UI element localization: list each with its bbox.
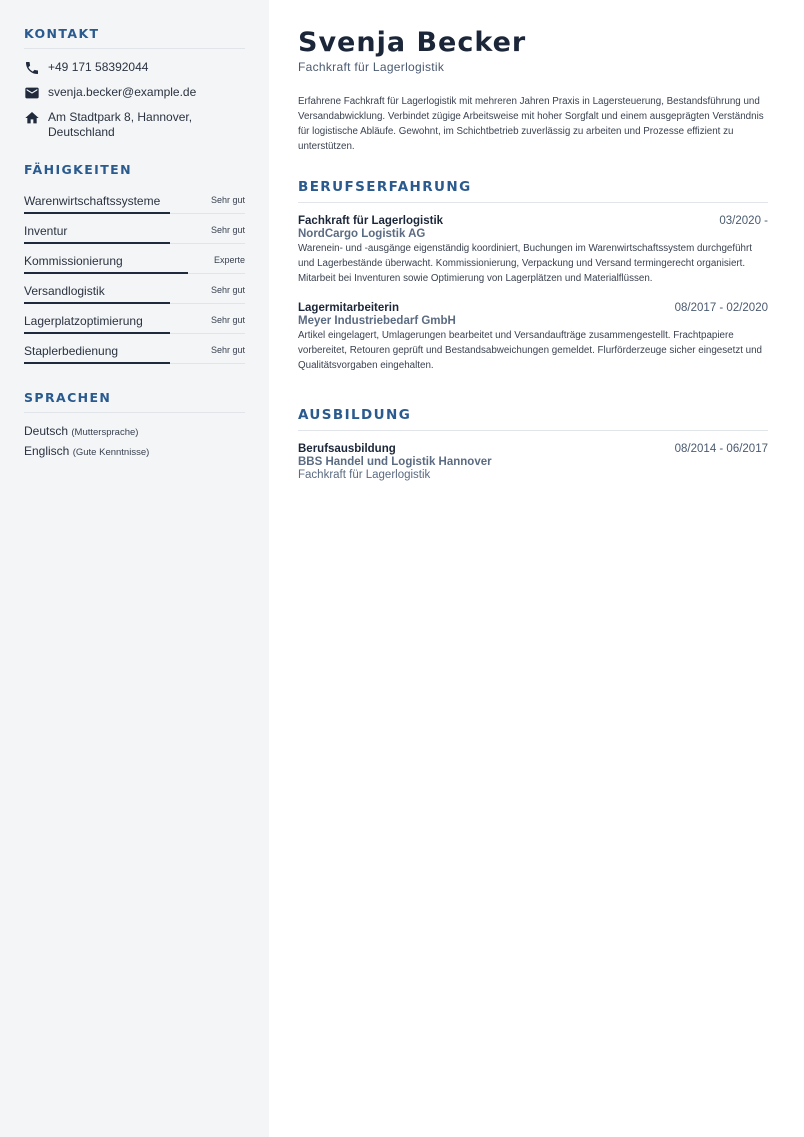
phone-icon <box>24 60 40 76</box>
language-name: Englisch <box>24 444 70 458</box>
skills-list <box>24 184 245 364</box>
envelope-icon <box>24 85 40 101</box>
experience-heading: BERUFSERFAHRUNG <box>298 179 768 203</box>
entry-date: 03/2020 - <box>719 215 768 227</box>
skill-item <box>24 214 245 244</box>
experience-entry <box>298 302 768 373</box>
skill-name: Warenwirtschaftssysteme <box>24 194 161 208</box>
address-text: Am Stadtpark 8, Hannover, Deutschland <box>48 110 193 139</box>
skill-name: Versandlogistik <box>24 284 105 298</box>
skill-name: Staplerbedienung <box>24 344 119 358</box>
person-name: Svenja Becker <box>298 27 527 58</box>
languages-section <box>24 390 245 458</box>
entry-date: 08/2014 - 06/2017 <box>674 443 768 455</box>
entry-subtitle: Fachkraft für Lagerlogistik <box>298 469 431 481</box>
skill-level: Sehr gut <box>210 225 245 235</box>
skill-item <box>24 304 245 334</box>
contact-heading: KONTAKT <box>24 26 245 49</box>
skills-heading: FÄHIGKEITEN <box>24 162 132 177</box>
skill-name: Inventur <box>24 224 68 238</box>
summary-text: Erfahrene Fachkraft für Lagerlogistik mit mehreren Jahren Praxis in Lagersteuerung, Bestandsführung und Versandabwicklung. Verbindet zügige Arbeitsweise mit hoher Sorgfalt und einem ausgeprägten Verständnis für logistische Abläufe. Gewohnt, im Schichtbetrieb zuverlässig zu arbeiten und Prozesse effizient zu unterstützen. <box>298 96 764 152</box>
language-level: (Muttersprache) <box>71 427 139 438</box>
experience-section <box>298 179 768 373</box>
skills-section <box>24 162 245 364</box>
contact-address <box>24 110 245 140</box>
sidebar <box>0 0 269 1137</box>
skill-item <box>24 244 245 274</box>
skill-level: Sehr gut <box>210 315 245 325</box>
contact-email <box>24 85 245 101</box>
entry-date: 08/2017 - 02/2020 <box>674 302 768 314</box>
person-role: Fachkraft für Lagerlogistik <box>298 60 445 74</box>
skill-level: Experte <box>213 255 245 265</box>
skill-name: Kommissionierung <box>24 254 123 268</box>
skill-item <box>24 184 245 214</box>
contact-section <box>24 26 245 140</box>
skill-item <box>24 274 245 304</box>
language-level: (Gute Kenntnisse) <box>72 447 150 458</box>
entry-org: Meyer Industriebedarf GmbH <box>298 315 456 327</box>
entry-desc: Warenein- und -ausgänge eigenständig koordiniert, Buchungen im Warenwirtschaftssystem durchgeführt und Lagerbestände überwacht. Kommissionierung, Verpackung und Versand termingerecht organisiert. Mitarbeit bei Inventuren sowie Optimierung von Lagerplätzen und Materialflüssen. <box>298 243 752 284</box>
email-text: svenja.becker@example.de <box>48 85 197 99</box>
education-heading: AUSBILDUNG <box>298 407 768 431</box>
skill-item <box>24 334 245 364</box>
skill-name: Lagerplatzoptimierung <box>24 314 143 328</box>
skill-level: Sehr gut <box>210 195 245 205</box>
language-item <box>24 424 245 438</box>
phone-text: +49 171 58392044 <box>48 60 149 74</box>
entry-desc: Artikel eingelagert, Umlagerungen bearbeitet und Versandaufträge zusammengestellt. Frachtpapiere vorbereitet, Retouren geprüft und Bestandsabweichungen gemeldet. Flurförderzeuge sicher eingesetzt und Qualitätsvorgaben eingehalten. <box>298 330 763 371</box>
education-section <box>298 407 768 481</box>
experience-entry <box>298 215 768 286</box>
languages-heading: SPRACHEN <box>24 390 245 413</box>
contact-phone <box>24 60 245 76</box>
home-icon <box>24 110 40 126</box>
entry-org: NordCargo Logistik AG <box>298 228 426 240</box>
language-item <box>24 444 245 458</box>
skill-level: Sehr gut <box>210 345 245 355</box>
entry-title: Berufsausbildung <box>298 443 396 455</box>
skill-level: Sehr gut <box>210 285 245 295</box>
entry-title: Lagermitarbeiterin <box>298 302 399 314</box>
education-entry <box>298 443 768 481</box>
skill-level-bar <box>24 362 170 364</box>
main-content <box>269 0 804 1137</box>
language-name: Deutsch <box>24 424 69 438</box>
entry-title: Fachkraft für Lagerlogistik <box>298 215 444 227</box>
entry-org: BBS Handel und Logistik Hannover <box>298 456 492 468</box>
